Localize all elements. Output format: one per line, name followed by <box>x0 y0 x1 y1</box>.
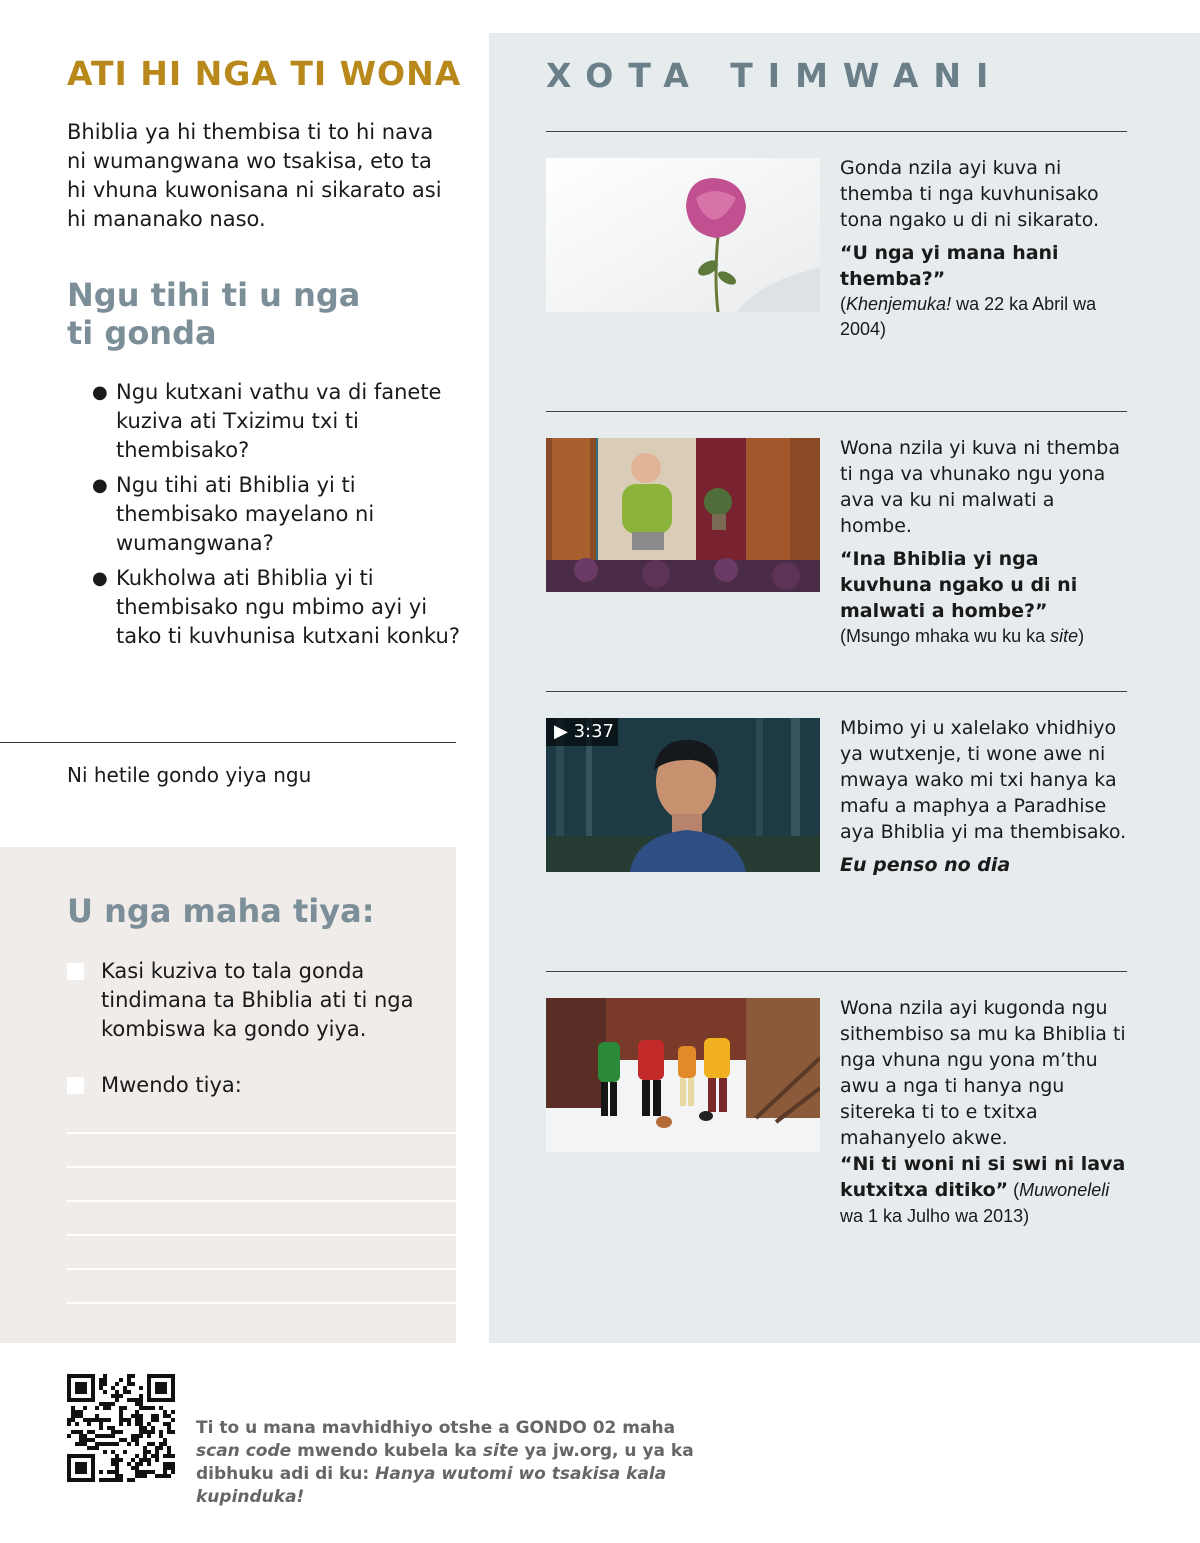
checklist-item[interactable] <box>67 957 447 1044</box>
footer-note: Ti to u mana mavhidhiyo otshe a GONDO 02 maha scan code mwendo kubela ka site ya jw.org, u ya ka dibhuku adi di ku: Hanya wutomi wo tsakisa kala kupinduka! <box>196 1418 694 1507</box>
video-title[interactable]: Eu penso no dia <box>840 854 1011 876</box>
resource-description: Mbimo yi u xalelako vhidhiyo ya wutxenje, ti wone awe ni mwaya wako mi txi hanya ka mafu a maphya a Paradhise aya Bhiblia yi ma thembisako. <box>840 717 1127 843</box>
resource-description: Wona nzila yi kuva ni themba ti nga va vhunako ngu yona ava va ku ni malwati a hombe. <box>840 437 1120 537</box>
writing-line[interactable] <box>67 1200 456 1202</box>
list-item <box>92 564 462 651</box>
family-walking-snow-image[interactable] <box>546 998 820 1152</box>
play-icon[interactable]: ▶ <box>554 721 568 742</box>
checklist-text: Mwendo tiya: <box>101 1073 242 1097</box>
question-text: Ngu tihi ati Bhiblia yi ti thembisako mayelano ni wumangwana? <box>116 473 375 555</box>
writing-line[interactable] <box>67 1132 456 1134</box>
divider <box>0 742 456 743</box>
divider <box>546 971 1127 972</box>
resource-title[interactable]: “Ina Bhiblia yi nga kuvhuna ngako u di ni malwati a hombe?” <box>840 548 1078 622</box>
completed-label: Ni hetile gondo yiya ngu <box>67 763 312 787</box>
intro-paragraph: Bhiblia ya hi thembisa ti to hi nava ni wumangwana wo tsakisa, eto ta hi vhuna kuwonisana ni sikarato asi hi mananako naso. <box>67 120 442 231</box>
question-text: Kukholwa ati Bhiblia yi ti thembisako ngu mbimo ayi yi tako ti kuvhunisa kutxani konku? <box>116 566 460 648</box>
writing-line[interactable] <box>67 1302 456 1304</box>
resource-source: (Muwoneleli wa 1 ka Julho wa 2013) <box>840 1180 1110 1226</box>
checkbox[interactable] <box>67 963 84 980</box>
resource-title[interactable]: “U nga yi mana hani themba?” <box>840 242 1059 290</box>
pink-flower-image[interactable] <box>546 158 820 312</box>
list-item <box>92 378 462 465</box>
questions-list <box>92 378 462 657</box>
checklist-text: Kasi kuziva to tala gonda tindimana ta Bhiblia ati ti nga kombiswa ka gondo yiya. <box>101 959 414 1041</box>
resource-item <box>840 435 1130 649</box>
resource-title[interactable]: “Ni ti woni ni si swi ni lava kutxitxa ditiko” <box>840 1153 1126 1201</box>
video-duration: 3:37 <box>573 721 614 742</box>
checklist-item[interactable] <box>67 1071 447 1100</box>
writing-line[interactable] <box>67 1268 456 1270</box>
man-in-wheelchair-image[interactable] <box>546 438 820 592</box>
resource-item <box>840 715 1130 878</box>
resource-description: Gonda nzila ayi kuva ni themba ti nga kuvhunisako tona ngako u di ni sikarato. <box>840 157 1100 231</box>
resource-source: (Khenjemuka! wa 22 ka Abril wa 2004) <box>840 294 1097 339</box>
resource-item <box>840 155 1130 342</box>
resource-source: (Msungo mhaka wu ku ka site) <box>840 626 1085 646</box>
qr-code-icon[interactable] <box>67 1374 175 1482</box>
section-title: ATI HI NGA TI WONA <box>67 54 462 93</box>
list-item <box>92 471 462 558</box>
writing-line[interactable] <box>67 1234 456 1236</box>
man-in-forest-video[interactable] <box>546 718 820 872</box>
checkbox[interactable] <box>67 1077 84 1094</box>
bullet-icon: ● <box>92 475 108 496</box>
bullet-icon: ● <box>92 568 108 589</box>
resource-description: Wona nzila ayi kugonda ngu sithembiso sa mu ka Bhiblia ti nga vhuna ngu yona m’thu awu a nga ti hanya ngu sitereka ti to e txitxa mahanyelo akwe. <box>840 997 1126 1149</box>
bullet-icon: ● <box>92 382 108 403</box>
writing-line[interactable] <box>67 1166 456 1168</box>
video-duration-badge <box>546 718 618 746</box>
questions-heading: Ngu tihi ti u nga ti gonda <box>67 276 361 352</box>
divider <box>546 691 1127 692</box>
divider <box>546 411 1127 412</box>
activities-heading: U nga maha tiya: <box>67 892 375 930</box>
divider <box>546 131 1127 132</box>
resource-item <box>840 995 1130 1229</box>
explore-title: XOTA TIMWANI <box>546 56 1004 95</box>
question-text: Ngu kutxani vathu va di fanete kuziva ati Txizimu txi ti thembisako? <box>116 380 442 462</box>
